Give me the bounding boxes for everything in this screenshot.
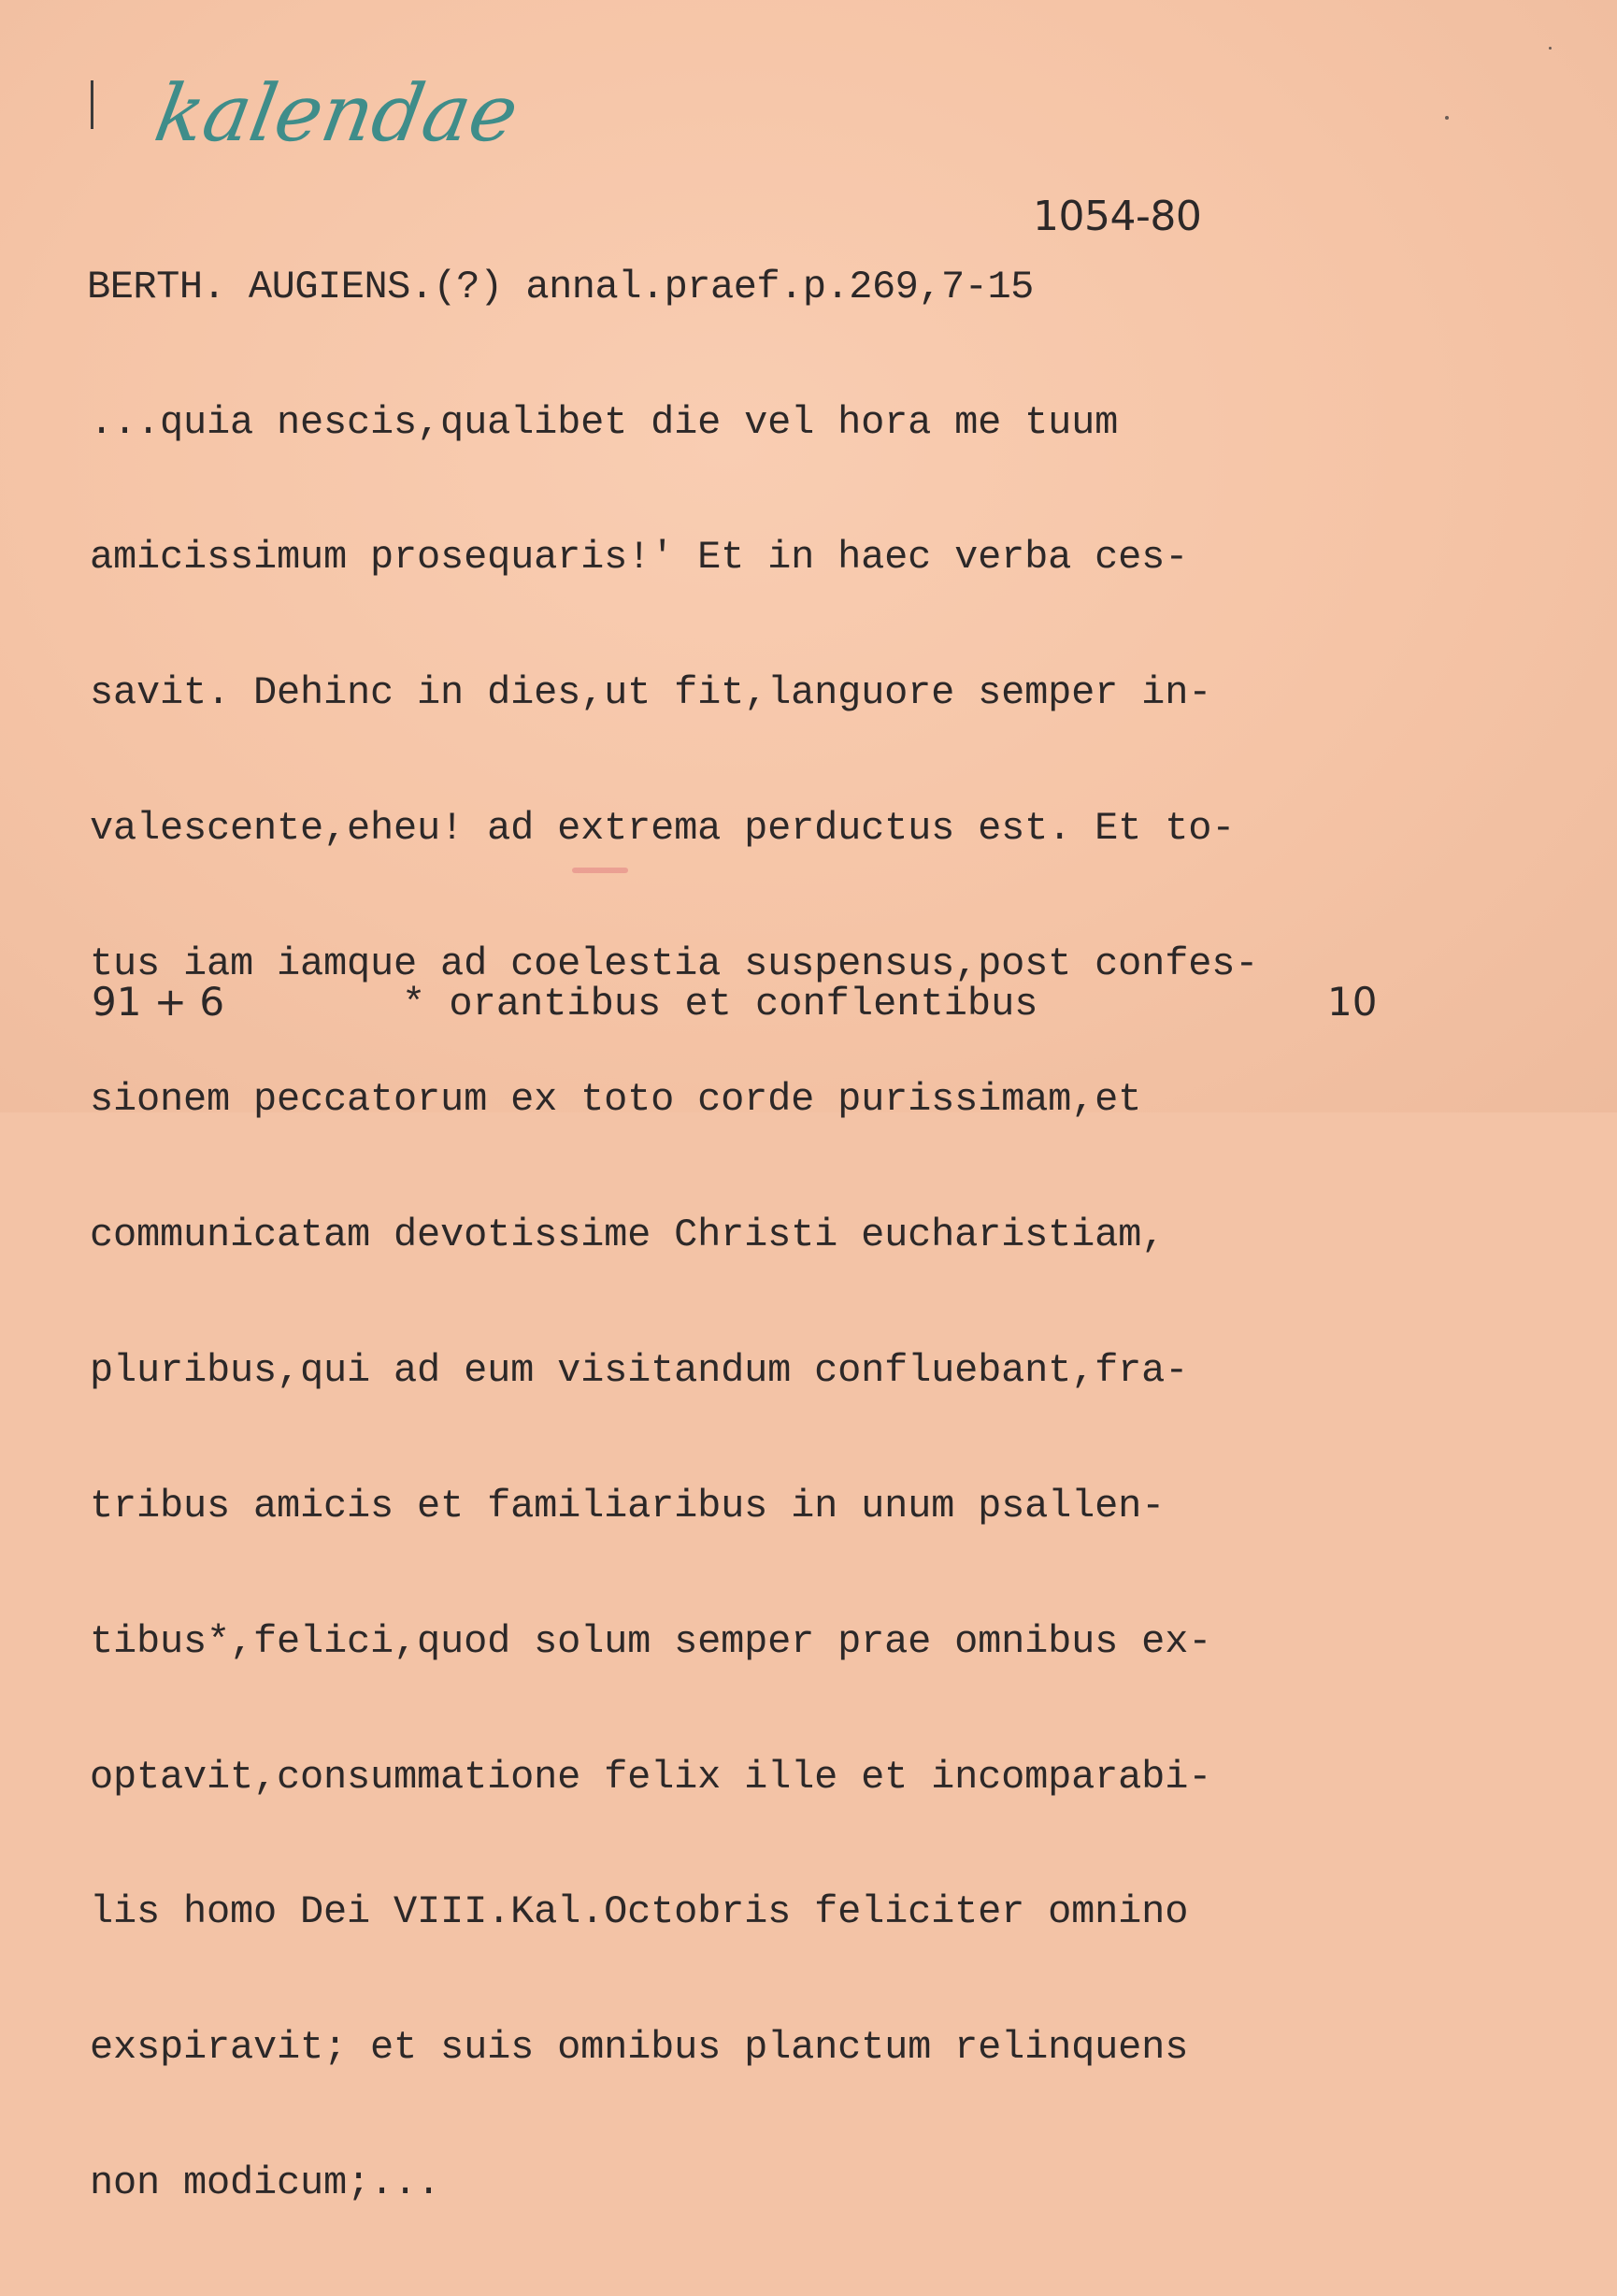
- text-line: amicissimum prosequaris!' Et in haec verba ces-: [90, 535, 1189, 581]
- svg-text:kalendae: kalendae: [148, 66, 525, 159]
- paper-speck: [1445, 116, 1449, 120]
- count-label: 91 + 6: [92, 979, 225, 1025]
- date-range: 1054-80: [1033, 193, 1202, 240]
- margin-tick-mark: [91, 80, 93, 129]
- text-line: ...quia nescis,qualibet die vel hora me tuum: [90, 399, 1119, 445]
- text-line: tribus amicis et familiaribus in unum psallen-: [90, 1483, 1166, 1528]
- text-line: exspiravit; et suis omnibus planctum relinquens: [90, 2025, 1189, 2071]
- footnote: * orantibus et conflentibus: [402, 982, 1038, 1026]
- text-line: communicatam devotissime Christi eucharistiam,: [90, 1212, 1166, 1257]
- text-line: savit. Dehinc in dies,ut fit,languore semper in-: [90, 670, 1212, 716]
- text-line: pluribus,qui ad eum visitandum confluebant,fra-: [90, 1347, 1189, 1393]
- text-line: tus iam iamque ad coelestia suspensus,post confes-: [90, 941, 1259, 987]
- paper-speck: [1549, 47, 1552, 50]
- card-number: 10: [1327, 979, 1378, 1025]
- headword-handwriting: [150, 58, 542, 170]
- source-reference: BERTH. AUGIENS.(?) annal.praef.p.269,7-15: [87, 265, 1034, 309]
- text-line: non modicum;...: [90, 2160, 441, 2206]
- text-line: valescente,eheu! ad extrema perductus est. Et to-: [90, 806, 1236, 852]
- quotation-text: [90, 309, 1258, 2296]
- text-line: sionem peccatorum ex toto corde purissimam,et: [90, 1077, 1142, 1123]
- text-line: tibus*,felici,quod solum semper prae omnibus ex-: [90, 1618, 1212, 1664]
- text-line: lis homo Dei VIII.Kal.Octobris feliciter omnino: [90, 1889, 1189, 1935]
- text-line: optavit,consummatione felix ille et incomparabi-: [90, 1754, 1212, 1800]
